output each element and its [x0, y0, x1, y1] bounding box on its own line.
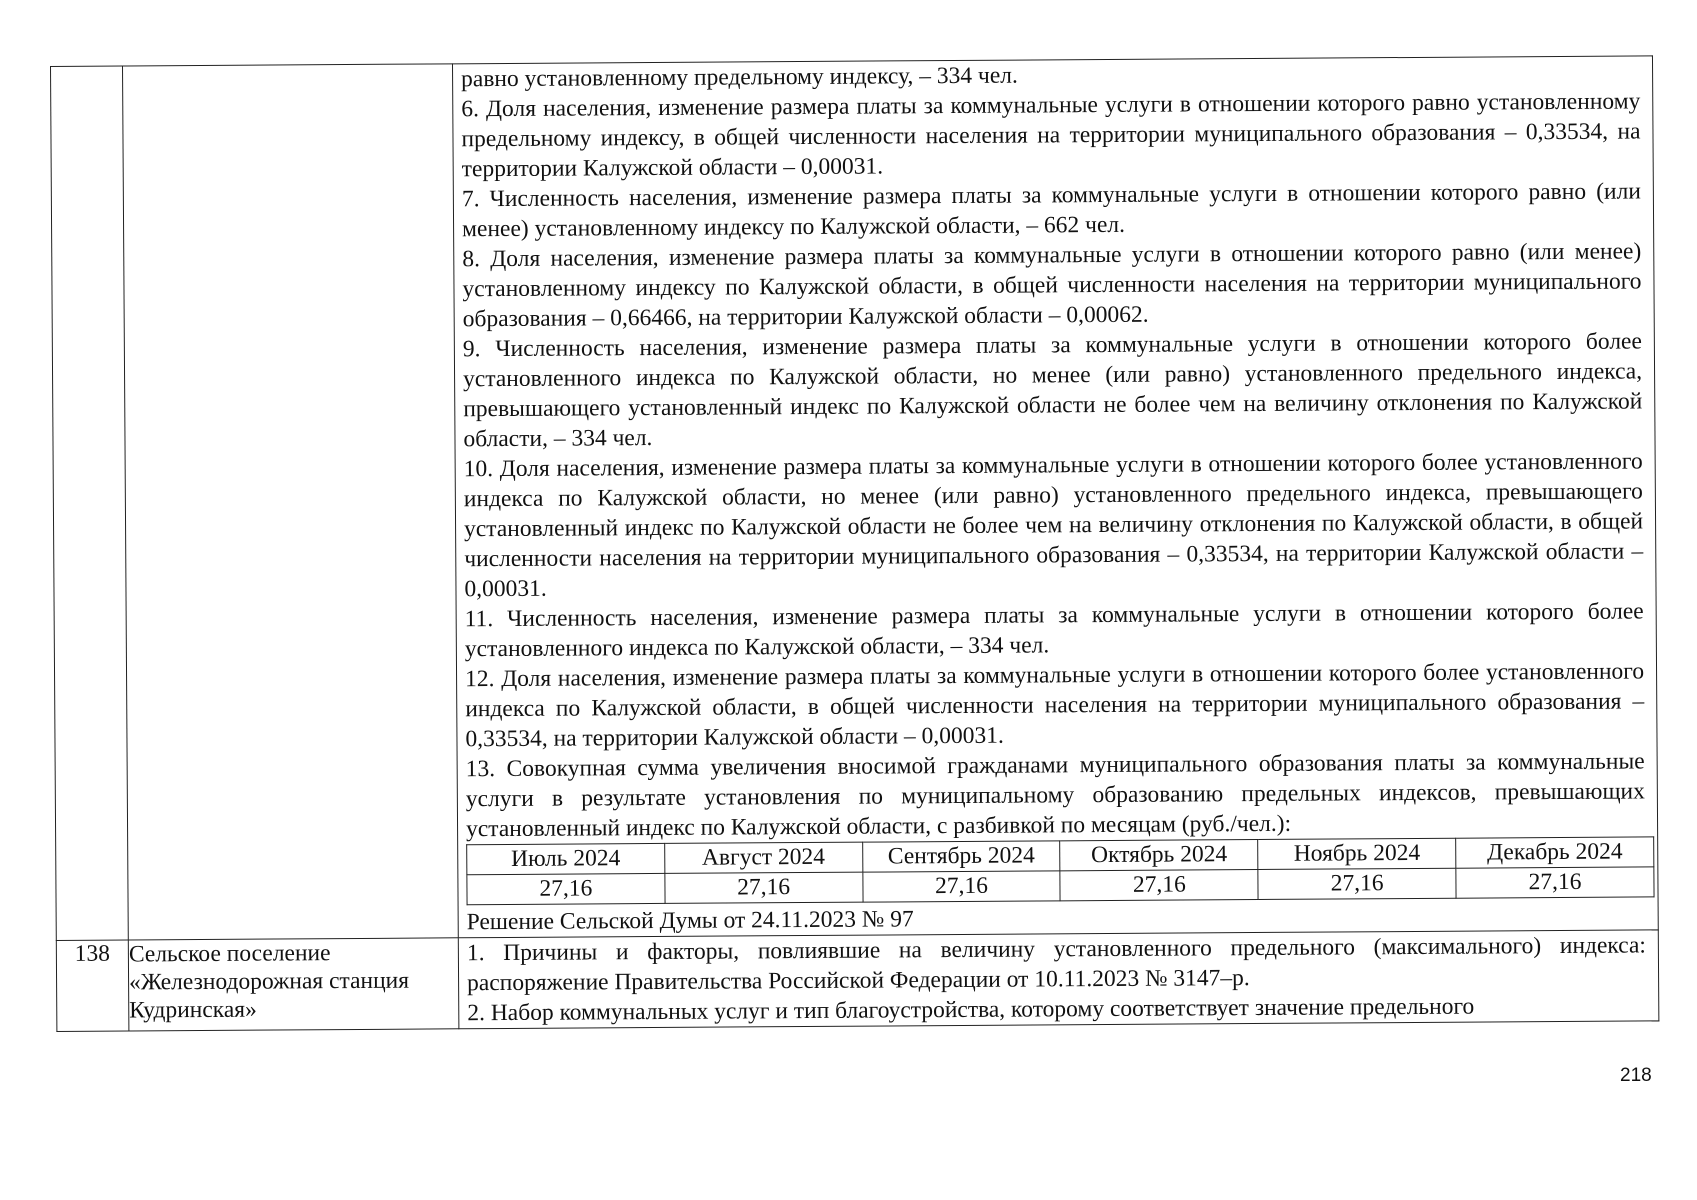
municipalities-table	[50, 55, 1659, 1032]
municipality-name: Сельское поселение «Железнодорожная станция Кудринская»	[128, 938, 459, 1031]
info-cell	[458, 930, 1659, 1029]
paragraph: 8. Доля населения, изменение размера платы за коммунальные услуги в отношении которого равно (или менее) установленному индексу по Калужской области, в общей численности населения на территории муниципального образования – 0,66466, на территории Калужской области – 0,00062.	[462, 238, 1642, 333]
info-text	[453, 56, 1657, 844]
paragraph: 1. Причины и факторы, повлиявшие на величину установленного предельного (максимального) индекса: распоряжение Правительства Российской Федерации от 10.11.2023 № 3147–р.	[466, 932, 1646, 997]
month-value: 27,16	[1456, 867, 1654, 898]
number-cell-empty	[51, 66, 129, 940]
paragraph: равно установленному предельному индексу, – 334 чел.	[461, 62, 1018, 93]
month-value: 27,16	[863, 871, 1061, 902]
month-header: Октябрь 2024	[1060, 840, 1258, 871]
table-row-continued	[51, 56, 1659, 941]
paragraph: 12. Доля населения, изменение размера платы за коммунальные услуги в отношении которого более установленного индекса по Калужской области, в общей численности населения на территории муниципального образования – 0,33534, на территории Калужской области – 0,00031.	[464, 658, 1645, 753]
month-header: Декабрь 2024	[1456, 837, 1654, 868]
month-header: Июль 2024	[467, 843, 665, 874]
month-header: Сентябрь 2024	[862, 841, 1060, 872]
document-page	[50, 55, 1658, 1032]
month-header: Ноябрь 2024	[1258, 838, 1456, 869]
paragraph: 10. Доля населения, изменение размера платы за коммунальные услуги в отношении которого более установленного индекса по Калужской области, но менее (или равно) установленного предельного индекса, превышающего установленный индекс по Калужской области не более чем на величину отклонения по Калужской области, в общей численности населения на территории муниципального образования – 0,33534, на территории Калужской области – 0,00031.	[463, 448, 1644, 603]
month-value: 27,16	[1258, 868, 1456, 899]
paragraph: 11. Численность населения, изменение размера платы за коммунальные услуги в отношении которого более установленного индекса по Калужской области, – 334 чел.	[464, 598, 1644, 663]
info-text	[459, 930, 1659, 1028]
name-cell-empty	[123, 64, 459, 940]
paragraph: 7. Численность населения, изменение размера платы за коммунальные услуги в отношении которого равно (или менее) установленному индексу по Калужской области, – 662 чел.	[461, 178, 1641, 243]
month-value: 27,16	[665, 872, 863, 903]
table-row-138	[56, 930, 1659, 1032]
decision-reference: Решение Сельской Думы от 24.11.2023 № 97	[466, 906, 914, 936]
page-number: 218	[1620, 1065, 1652, 1086]
paragraph: 13. Совокупная сумма увеличения вносимой гражданами муниципального образования платы за коммунальные услуги в результате установления по муниципальному образованию предельных индексов, превышающих установленный индекс по Калужской области, с разбивкой по месяцам (руб./чел.):	[465, 748, 1645, 843]
info-cell	[452, 56, 1658, 938]
row-number: 138	[56, 940, 129, 1031]
month-header: Август 2024	[664, 842, 862, 873]
paragraph: 9. Численность населения, изменение размера платы за коммунальные услуги в отношении которого более установленного индекса по Калужской области, но менее (или равно) установленного предельного индекса, превышающего установленный индекс по Калужской области не более чем на величину отклонения по Калужской области, – 334 чел.	[462, 328, 1643, 453]
monthly-increase-table	[466, 836, 1654, 905]
paragraph: 6. Доля населения, изменение размера платы за коммунальные услуги в отношении которого равно установленному предельному индексу, в общей численности населения на территории муниципального образования – 0,33534, на территории Калужской области – 0,00031.	[461, 88, 1641, 183]
month-value: 27,16	[467, 873, 665, 904]
month-value: 27,16	[1060, 870, 1258, 901]
paragraph: 2. Набор коммунальных услуг и тип благоустройства, которому соответствует значение предельного	[467, 993, 1475, 1027]
